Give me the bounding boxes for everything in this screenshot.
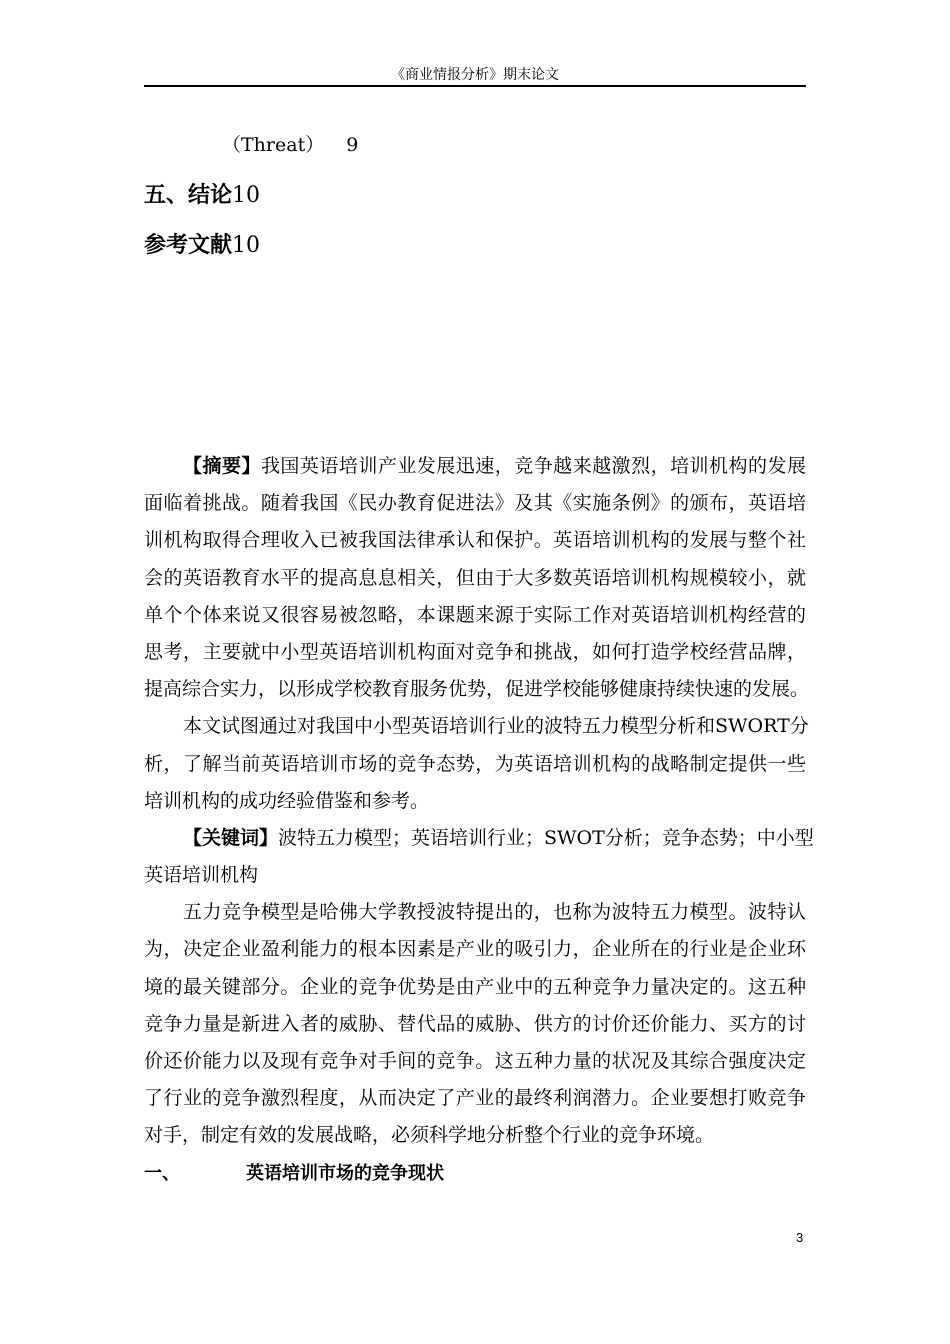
toc-label: 五、结论 <box>144 182 233 208</box>
header-rule <box>144 85 806 87</box>
text-line <box>144 448 806 485</box>
document-body <box>144 448 814 1192</box>
five-forces-paragraph <box>144 894 806 1154</box>
text-line: 析，了解当前英语培训市场的竞争态势，为英语培训机构的战略制定提供一些 <box>144 752 806 775</box>
intro-paragraph <box>144 708 809 820</box>
page-header-title: 《商业情报分析》期末论文 <box>391 67 559 83</box>
text: 我国英语培训产业发展迅速，竞争越来越激烈，培训机构的发展 <box>260 455 806 477</box>
section-heading <box>144 1155 806 1192</box>
text-line: 面临着挑战。随着我国《民办教育促进法》及其《实施条例》的颁布，英语培 <box>144 492 806 515</box>
keywords-paragraph <box>144 820 814 894</box>
text-line: 竞争力量是新进入者的威胁、替代品的威胁、供方的讨价还价能力、买方的讨 <box>144 1012 806 1035</box>
text-line: 提高综合实力，以形成学校教育服务优势，促进学校能够健康持续快速的发展。 <box>144 678 810 701</box>
text-line: 会的英语教育水平的提高息息相关，但由于大多数英语培训机构规模较小，就 <box>144 566 806 589</box>
page-number: 3 <box>796 1230 804 1245</box>
section-number: 一、 <box>144 1162 180 1184</box>
toc-entry-conclusion <box>144 178 260 209</box>
toc-page: 10 <box>232 183 261 208</box>
text-line: 思考，主要就中小型英语培训机构面对竞争和挑战，如何打造学校经营品牌， <box>144 640 806 663</box>
keywords-tag: 【关键词】 <box>183 826 279 849</box>
abstract-tag: 【摘要】 <box>183 455 261 477</box>
toc-label: （Threat） <box>222 134 325 156</box>
toc-page: 9 <box>346 134 359 156</box>
text: 波特五力模型；英语培训行业；SWOT分析；竞争态势；中小型 <box>278 826 814 849</box>
text-line: 为，决定企业盈利能力的根本因素是产业的吸引力，企业所在的行业是企业环 <box>144 938 806 961</box>
text-line <box>144 820 814 857</box>
text-line: 对手，制定有效的发展战略，必须科学地分析整个行业的竞争环境。 <box>144 1124 715 1147</box>
text-line: 训机构取得合理收入已被我国法律承认和保护。英语培训机构的发展与整个社 <box>144 529 806 552</box>
toc-entry-references <box>144 228 260 259</box>
toc-entry-threat <box>222 130 358 157</box>
toc-page: 10 <box>232 233 261 258</box>
text-line: 价还价能力以及现有竞争对手间的竞争。这五种力量的状况及其综合强度决定 <box>144 1050 806 1072</box>
text-line: 五力竞争模型是哈佛大学教授波特提出的，也称为波特五力模型。波特认 <box>183 901 806 924</box>
text-line: 培训机构的成功经验借鉴和参考。 <box>144 789 430 812</box>
text-line: 了行业的竞争激烈程度，从而决定了产业的最终利润潜力。企业要想打败竞争 <box>144 1087 806 1110</box>
text-line: 英语培训机构 <box>144 864 259 887</box>
abstract-paragraph <box>144 448 810 708</box>
section-title: 英语培训市场的竞争现状 <box>246 1162 444 1184</box>
toc-label: 参考文献 <box>144 232 233 258</box>
text-line: 境的最关键部分。企业的竞争优势是由产业中的五种竞争力量决定的。这五种 <box>144 975 806 998</box>
text-line: 单个个体来说又很容易被忽略，本课题来源于实际工作对英语培训机构经营的 <box>144 603 806 626</box>
text-line: 本文试图通过对我国中小型英语培训行业的波特五力模型分析和SWORT分 <box>183 715 809 738</box>
